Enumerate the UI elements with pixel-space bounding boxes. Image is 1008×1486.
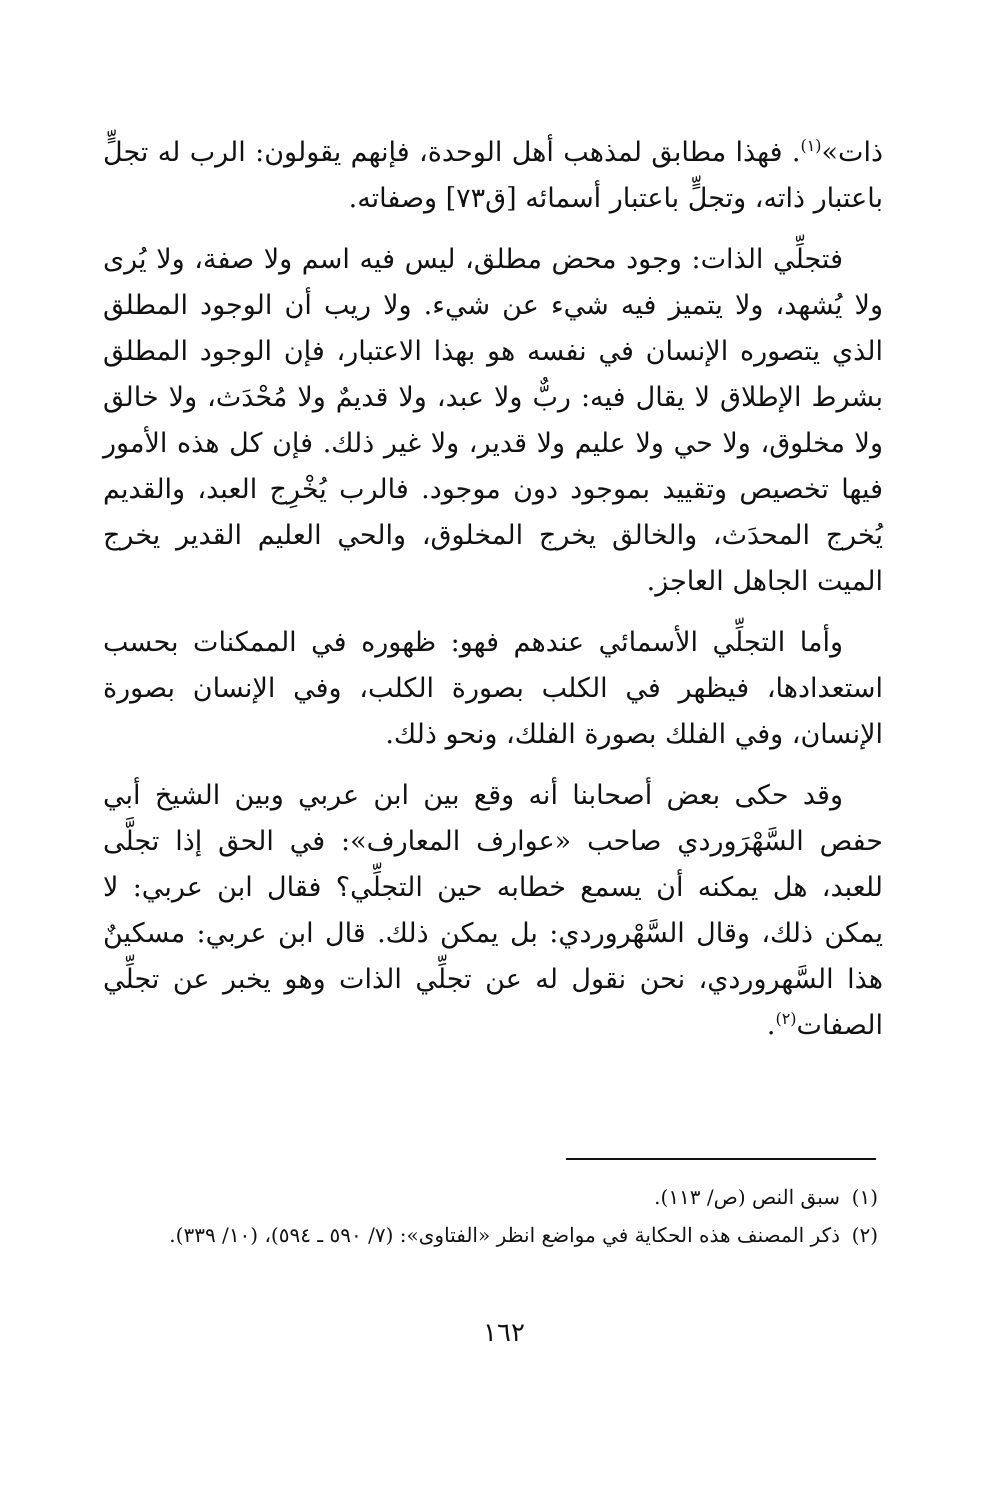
main-text xyxy=(103,130,883,1064)
paragraph-1 xyxy=(103,130,883,222)
footnote-number: (١) xyxy=(851,1185,878,1209)
footnote-ref-1: (١) xyxy=(800,136,822,155)
page-number: ١٦٢ xyxy=(483,1318,525,1348)
footnote-text: سبق النص (ص/ ١١٣). xyxy=(654,1185,840,1209)
paragraph-4 xyxy=(103,773,883,1049)
paragraph-2: فتجلِّي الذات: وجود محض مطلق، ليس فيه اسم ولا صفة، ولا يُرى ولا يُشهد، ولا يتميز فيه شيء عن شيء. ولا ريب أن الوجود المطلق الذي يتصوره الإنسان في نفسه هو بهذا الاعتبار، فإن الوجود المطلق بشرط الإطلاق لا يقال فيه: ربٌّ ولا عبد، ولا قديمٌ ولا مُحْدَث، ولا خالق ولا مخلوق، ولا حي ولا عليم ولا قدير، ولا غير ذلك. فإن كل هذه الأمور فيها تخصيص وتقييد بموجود دون موجود. فالرب يُخْرِج العبد، والقديم يُخرج المحدَث، والخالق يخرج المخلوق، والحي العليم القدير يخرج الميت الجاهل العاجز. xyxy=(103,244,883,597)
footnote-1 xyxy=(103,1180,878,1214)
footnote-ref-2: (٢) xyxy=(775,1009,797,1028)
footnote-divider xyxy=(566,1158,876,1160)
footnote-2 xyxy=(103,1218,878,1252)
paragraph-3: وأما التجلِّي الأسمائي عندهم فهو: ظهوره في الممكنات بحسب استعدادها، فيظهر في الكلب بصورة الكلب، وفي الإنسان بصورة الإنسان، وفي الفلك بصورة الفلك، ونحو ذلك. xyxy=(103,627,883,750)
paragraph-1-rest: . فهذا مطابق لمذهب أهل الوحدة، فإنهم يقولون: الرب له تجلٍّ باعتبار ذاته، وتجلٍّ باعتبار أسمائه [ق٧٣] وصفاته. xyxy=(103,137,883,214)
footnotes xyxy=(103,1180,878,1256)
paragraph-4-text: وقد حكى بعض أصحابنا أنه وقع بين ابن عربي وبين الشيخ أبي حفص السَّهْرَوردي صاحب «عوارف المعارف»: في الحق إذا تجلَّى للعبد، هل يمكنه أن يسمع خطابه حين التجلِّي؟ فقال ابن عربي: لا يمكن ذلك، وقال السَّهْروردي: بل يمكن ذلك. قال ابن عربي: مسكينٌ هذا السَّهروردي، نحن نقول له عن تجلِّي الذات وهو يخبر عن تجلِّي الصفات xyxy=(103,780,883,1041)
footnote-text: ذكر المصنف هذه الحكاية في مواضع انظر «الفتاوى»: (٧/ ٥٩٠ ـ ٥٩٤)، (١٠/ ٣٣٩). xyxy=(169,1223,840,1247)
footnote-number: (٢) xyxy=(851,1223,878,1247)
paragraph-4-end: . xyxy=(766,1010,776,1041)
paragraph-1-start: ذات» xyxy=(821,137,883,168)
